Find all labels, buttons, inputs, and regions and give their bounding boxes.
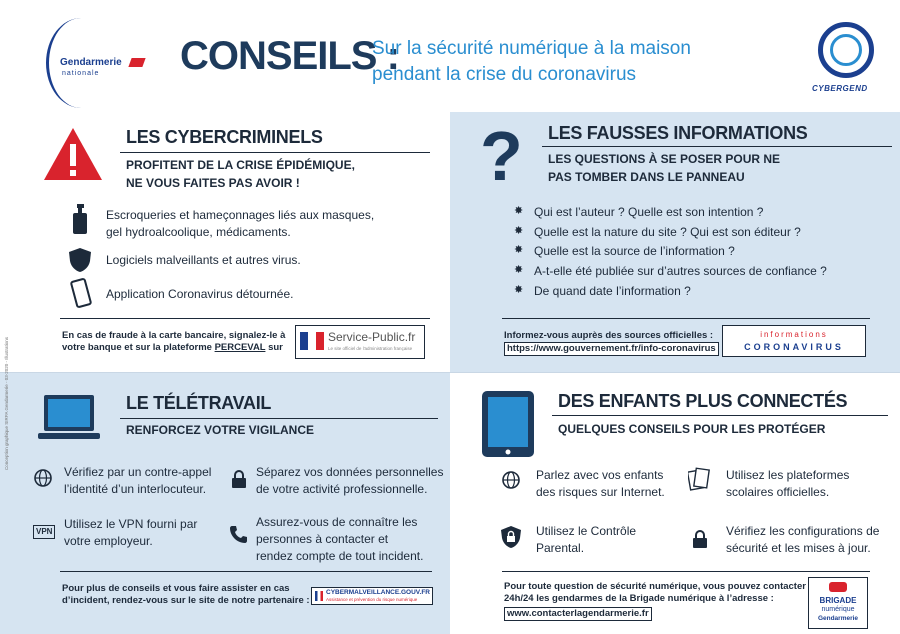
padlock-icon bbox=[231, 469, 247, 489]
header bbox=[0, 0, 900, 112]
cybercriminels-footer-text-b: sur bbox=[265, 342, 283, 353]
question-5: De quand date l’information ? bbox=[534, 284, 691, 298]
cybercriminels-footer-rule bbox=[60, 318, 430, 319]
teletravail-item-4-line-3: rendez compte de tout incident. bbox=[256, 549, 424, 563]
teletravail-item-3-line-1: Utilisez le VPN fourni par bbox=[64, 517, 198, 531]
french-flag-icon bbox=[315, 591, 323, 601]
cybercriminels-item-1 bbox=[106, 207, 374, 241]
enfants-section bbox=[450, 373, 900, 634]
question-3: Quelle est la source de l’information ? bbox=[534, 244, 735, 258]
cybercriminels-title: LES CYBERCRIMINELS bbox=[126, 127, 323, 147]
enfants-footer-line-1: Pour toute question de sécurité numérique, vous pouvez contacter bbox=[504, 581, 806, 592]
enfants-footer-line-2: 24h/24 les gendarmes de la Brigade numérique à l’adresse : bbox=[504, 593, 774, 604]
info-coronavirus-line-1: informations bbox=[760, 330, 828, 339]
cybercriminels-item-1-line-2: gel hydroalcoolique, médicaments. bbox=[106, 225, 291, 239]
logo-subtitle: nationale bbox=[62, 70, 100, 77]
teletravail-item-2-line-1: Séparez vos données personnelles bbox=[256, 465, 444, 479]
cybermalveillance-badge[interactable] bbox=[311, 587, 433, 605]
laptop-icon bbox=[36, 393, 102, 443]
fausses-informations-section bbox=[450, 112, 900, 373]
fausses-informations-subtitle bbox=[548, 150, 780, 186]
fausses-informations-footer-rule bbox=[502, 318, 870, 319]
cybercriminels-footer-line-1: En cas de fraude à la carte bancaire, signalez-le à bbox=[62, 330, 286, 341]
teletravail-footer-text bbox=[62, 583, 310, 607]
brigade-line-3: Gendarmerie bbox=[817, 615, 859, 622]
enfants-item-1-line-2: des risques sur Internet. bbox=[536, 485, 665, 499]
shield-virus-icon bbox=[68, 247, 92, 273]
gendarmerie-logo bbox=[40, 18, 150, 98]
globe-icon bbox=[34, 469, 52, 487]
enfants-item-2 bbox=[726, 467, 849, 501]
horizontal-divider bbox=[0, 372, 900, 373]
gouvernement-link[interactable]: https://www.gouvernement.fr/info-coronavirus bbox=[504, 342, 719, 356]
fausses-informations-footer-text: Informez-vous auprès des sources officielles : bbox=[504, 330, 714, 341]
cybercriminels-footer-text bbox=[62, 330, 285, 354]
french-flag-icon bbox=[300, 332, 324, 350]
question-mark-icon: ? bbox=[480, 117, 523, 195]
teletravail-subtitle: RENFORCEZ VOTRE VIGILANCE bbox=[126, 423, 315, 437]
enfants-item-2-line-1: Utilisez les plateformes bbox=[726, 468, 850, 482]
subtitle-line-2: pendant la crise du coronavirus bbox=[372, 64, 637, 85]
teletravail-item-3-line-2: votre employeur. bbox=[64, 534, 153, 548]
sanitizer-bottle-icon bbox=[72, 204, 88, 234]
cybercriminels-subtitle bbox=[126, 156, 355, 192]
brigade-line-1: BRIGADE bbox=[819, 596, 857, 605]
star-bullet-icon: ✸ bbox=[514, 264, 524, 276]
contacter-gendarmerie-link[interactable]: www.contacterlagendarmerie.fr bbox=[504, 607, 652, 621]
fausses-informations-subtitle-line-1: LES QUESTIONS À SE POSER POUR NE bbox=[548, 152, 781, 166]
teletravail-item-4 bbox=[256, 514, 423, 565]
info-coronavirus-badge[interactable] bbox=[722, 325, 866, 357]
teletravail-item-1 bbox=[64, 464, 211, 498]
vpn-icon: VPN bbox=[33, 525, 55, 539]
chat-bubble-icon bbox=[829, 582, 847, 592]
tablet-icon bbox=[480, 389, 536, 459]
teletravail-item-4-line-2: personnes à contacter et bbox=[256, 532, 389, 546]
page-title: CONSEILS : bbox=[180, 34, 399, 78]
side-credit-note: Conception graphique SIRPA Gendarmerie - 03-2020 - Illustrations bbox=[4, 337, 9, 470]
teletravail-section bbox=[0, 373, 450, 634]
enfants-item-4 bbox=[726, 523, 879, 557]
teletravail-item-1-line-2: l’identité d’un interlocuteur. bbox=[64, 482, 207, 496]
enfants-item-1 bbox=[536, 467, 665, 501]
logo-flag-icon bbox=[128, 58, 145, 67]
enfants-item-4-line-2: sécurité et les mises à jour. bbox=[726, 541, 871, 555]
subtitle-line-1: Sur la sécurité numérique à la maison bbox=[372, 38, 691, 59]
phone-icon bbox=[229, 525, 247, 543]
enfants-item-3 bbox=[536, 523, 636, 557]
enfants-footer-text bbox=[504, 581, 806, 605]
cybercriminels-item-2: Logiciels malveillants et autres virus. bbox=[106, 253, 301, 267]
shield-lock-icon bbox=[500, 525, 522, 549]
teletravail-rule bbox=[120, 418, 438, 419]
info-coronavirus-line-2: CORONAVIRUS bbox=[744, 342, 844, 352]
star-bullet-icon: ✸ bbox=[514, 225, 524, 237]
enfants-item-1-line-1: Parlez avec vos enfants bbox=[536, 468, 664, 482]
fausses-informations-subtitle-line-2: PAS TOMBER DANS LE PANNEAU bbox=[548, 170, 745, 184]
service-public-subtitle: Le site officiel de l'administration française bbox=[328, 346, 413, 351]
teletravail-item-2 bbox=[256, 464, 443, 498]
teletravail-item-3 bbox=[64, 516, 197, 550]
star-bullet-icon: ✸ bbox=[514, 284, 524, 296]
cybercriminels-subtitle-line-2: NE VOUS FAITES PAS AVOIR ! bbox=[126, 176, 300, 190]
smartphone-icon bbox=[70, 278, 92, 308]
cybercriminels-section bbox=[0, 112, 450, 373]
cybergend-label: CYBERGEND bbox=[812, 84, 868, 93]
enfants-item-3-line-2: Parental. bbox=[536, 541, 585, 555]
cybermalveillance-title: CYBERMALVEILLANCE.GOUV.FR bbox=[326, 589, 431, 596]
perceval-link[interactable]: PERCEVAL bbox=[214, 342, 266, 353]
globe-icon bbox=[502, 471, 520, 489]
question-2: Quelle est la nature du site ? Qui est son éditeur ? bbox=[534, 225, 801, 239]
warning-icon bbox=[42, 126, 104, 182]
star-bullet-icon: ✸ bbox=[514, 205, 524, 217]
teletravail-item-2-line-2: de votre activité professionnelle. bbox=[256, 482, 428, 496]
documents-icon bbox=[688, 467, 710, 491]
service-public-title: Service-Public.fr bbox=[328, 330, 416, 344]
brigade-numerique-badge[interactable] bbox=[808, 577, 868, 629]
fausses-informations-rule bbox=[542, 146, 892, 147]
service-public-badge[interactable] bbox=[295, 325, 425, 359]
cybercriminels-subtitle-line-1: PROFITENT DE LA CRISE ÉPIDÉMIQUE, bbox=[126, 158, 355, 172]
enfants-item-2-line-2: scolaires officielles. bbox=[726, 485, 830, 499]
fausses-informations-title: LES FAUSSES INFORMATIONS bbox=[548, 123, 808, 143]
cybercriminels-item-3: Application Coronavirus détournée. bbox=[106, 287, 294, 301]
teletravail-footer-line-2: d’incident, rendez-vous sur le site de notre partenaire : bbox=[62, 595, 310, 606]
enfants-subtitle: QUELQUES CONSEILS POUR LES PROTÉGER bbox=[558, 422, 826, 436]
question-1: Qui est l’auteur ? Quelle est son intention ? bbox=[534, 205, 764, 219]
enfants-item-3-line-1: Utilisez le Contrôle bbox=[536, 524, 637, 538]
enfants-rule bbox=[552, 415, 888, 416]
teletravail-item-4-line-1: Assurez-vous de connaître les bbox=[256, 515, 418, 529]
cybergend-logo bbox=[806, 18, 886, 98]
teletravail-footer-line-1: Pour plus de conseils et vous faire assister en cas bbox=[62, 583, 290, 594]
enfants-item-4-line-1: Vérifiez les configurations de bbox=[726, 524, 880, 538]
teletravail-footer-rule bbox=[60, 571, 432, 572]
cybercriminels-item-1-line-1: Escroqueries et hameçonnages liés aux masques, bbox=[106, 208, 375, 222]
teletravail-title: LE TÉLÉTRAVAIL bbox=[126, 393, 272, 413]
padlock-icon bbox=[692, 529, 708, 549]
cybergend-inner-ring-icon bbox=[830, 34, 862, 66]
cybercriminels-footer-text-a: votre banque et sur la plateforme bbox=[62, 342, 215, 353]
cybercriminels-footer-line-2 bbox=[62, 342, 285, 354]
logo-name: Gendarmerie bbox=[60, 57, 122, 68]
star-bullet-icon: ✸ bbox=[514, 244, 524, 256]
cybermalveillance-subtitle: Assistance et prévention du risque numérique bbox=[326, 597, 418, 602]
page-subtitle bbox=[372, 36, 772, 88]
enfants-title: DES ENFANTS PLUS CONNECTÉS bbox=[558, 391, 848, 411]
teletravail-item-1-line-1: Vérifiez par un contre-appel bbox=[64, 465, 212, 479]
question-4: A-t-elle été publiée sur d’autres sources de confiance ? bbox=[534, 264, 827, 278]
enfants-footer-rule bbox=[502, 571, 870, 572]
cybercriminels-rule bbox=[120, 152, 430, 153]
brigade-line-2: numérique bbox=[821, 606, 855, 613]
